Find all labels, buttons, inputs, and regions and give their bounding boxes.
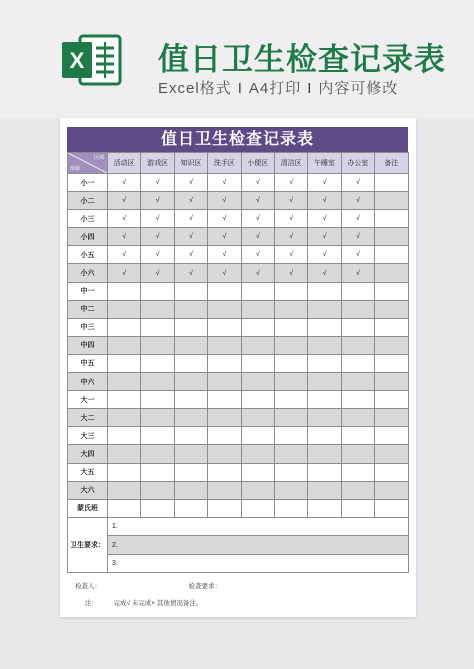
check-cell[interactable]: √ bbox=[241, 264, 274, 282]
empty-cell[interactable] bbox=[375, 445, 408, 463]
subtitle-editable: 内容可修改 bbox=[318, 80, 399, 97]
empty-cell[interactable] bbox=[308, 318, 341, 336]
row-label: 大一 bbox=[68, 391, 108, 409]
sheet-title: 值日卫生检查记录表 bbox=[67, 127, 408, 152]
check-cell[interactable]: √ bbox=[341, 210, 374, 228]
empty-cell[interactable] bbox=[241, 463, 274, 481]
empty-cell[interactable] bbox=[308, 463, 341, 481]
empty-cell[interactable] bbox=[208, 481, 241, 499]
empty-cell[interactable] bbox=[375, 174, 408, 192]
empty-cell[interactable] bbox=[108, 391, 141, 409]
column-header: 小便区 bbox=[241, 153, 274, 174]
check-cell[interactable]: √ bbox=[274, 192, 307, 210]
empty-cell[interactable] bbox=[241, 391, 274, 409]
empty-cell[interactable] bbox=[208, 409, 241, 427]
inspector-label: 检查人： bbox=[75, 583, 101, 590]
check-cell[interactable]: √ bbox=[141, 228, 174, 246]
check-cell[interactable]: √ bbox=[341, 246, 374, 264]
row-label: 中四 bbox=[68, 336, 108, 354]
empty-cell[interactable] bbox=[208, 336, 241, 354]
page-title: 值日卫生检查记录表 bbox=[158, 42, 446, 77]
empty-cell[interactable] bbox=[141, 354, 174, 372]
empty-cell[interactable] bbox=[174, 373, 207, 391]
row-label: 中五 bbox=[68, 354, 108, 372]
corner-class-label: 班级 bbox=[70, 166, 81, 172]
empty-cell[interactable] bbox=[174, 354, 207, 372]
empty-cell[interactable] bbox=[208, 282, 241, 300]
empty-cell[interactable] bbox=[241, 336, 274, 354]
table-row bbox=[68, 318, 409, 336]
row-label: 中二 bbox=[68, 300, 108, 318]
empty-cell[interactable] bbox=[208, 318, 241, 336]
empty-cell[interactable] bbox=[141, 318, 174, 336]
record-sheet bbox=[60, 118, 416, 617]
empty-cell[interactable] bbox=[274, 463, 307, 481]
table-row bbox=[68, 282, 409, 300]
check-cell[interactable]: √ bbox=[208, 228, 241, 246]
inspector-line bbox=[75, 581, 221, 590]
check-cell[interactable]: √ bbox=[174, 228, 207, 246]
empty-cell[interactable] bbox=[375, 246, 408, 264]
check-cell[interactable]: √ bbox=[308, 228, 341, 246]
empty-cell[interactable] bbox=[341, 282, 374, 300]
check-cell[interactable]: √ bbox=[241, 174, 274, 192]
empty-cell[interactable] bbox=[274, 427, 307, 445]
empty-cell[interactable] bbox=[208, 427, 241, 445]
empty-cell[interactable] bbox=[208, 445, 241, 463]
check-cell[interactable]: √ bbox=[174, 246, 207, 264]
top-banner bbox=[0, 0, 474, 118]
empty-cell[interactable] bbox=[108, 336, 141, 354]
empty-cell[interactable] bbox=[108, 373, 141, 391]
row-label: 小一 bbox=[68, 174, 108, 192]
empty-cell[interactable] bbox=[341, 409, 374, 427]
check-cell[interactable]: √ bbox=[341, 228, 374, 246]
table-row bbox=[68, 373, 409, 391]
table-row bbox=[68, 427, 409, 445]
empty-cell[interactable] bbox=[341, 354, 374, 372]
empty-cell[interactable] bbox=[241, 300, 274, 318]
requirement-item[interactable]: 1. bbox=[108, 517, 409, 536]
note-label: 注： bbox=[84, 600, 98, 607]
check-cell[interactable]: √ bbox=[274, 228, 307, 246]
empty-cell[interactable] bbox=[375, 463, 408, 481]
check-cell[interactable]: √ bbox=[241, 210, 274, 228]
row-label: 中一 bbox=[68, 282, 108, 300]
empty-cell[interactable] bbox=[375, 481, 408, 499]
empty-cell[interactable] bbox=[375, 409, 408, 427]
empty-cell[interactable] bbox=[141, 391, 174, 409]
empty-cell[interactable] bbox=[174, 336, 207, 354]
empty-cell[interactable] bbox=[308, 445, 341, 463]
empty-cell[interactable] bbox=[341, 300, 374, 318]
empty-cell[interactable] bbox=[141, 481, 174, 499]
inspection-requirement-label: 检查要求： bbox=[188, 583, 222, 590]
empty-cell[interactable] bbox=[108, 463, 141, 481]
check-cell[interactable]: √ bbox=[141, 192, 174, 210]
empty-cell[interactable] bbox=[174, 300, 207, 318]
svg-text:X: X bbox=[69, 48, 85, 73]
empty-cell[interactable] bbox=[308, 409, 341, 427]
empty-cell[interactable] bbox=[208, 499, 241, 517]
empty-cell[interactable] bbox=[375, 373, 408, 391]
row-label: 大三 bbox=[68, 427, 108, 445]
table-row bbox=[68, 228, 409, 246]
table-row bbox=[68, 481, 409, 499]
empty-cell[interactable] bbox=[274, 499, 307, 517]
column-header: 洗手区 bbox=[208, 153, 241, 174]
empty-cell[interactable] bbox=[375, 499, 408, 517]
corner-cell bbox=[68, 153, 108, 174]
empty-cell[interactable] bbox=[375, 264, 408, 282]
empty-cell[interactable] bbox=[341, 445, 374, 463]
empty-cell[interactable] bbox=[108, 300, 141, 318]
record-table bbox=[67, 152, 409, 573]
table-row bbox=[68, 391, 409, 409]
empty-cell[interactable] bbox=[241, 354, 274, 372]
empty-cell[interactable] bbox=[341, 427, 374, 445]
empty-cell[interactable] bbox=[174, 391, 207, 409]
empty-cell[interactable] bbox=[308, 336, 341, 354]
check-cell[interactable]: √ bbox=[141, 210, 174, 228]
check-cell[interactable]: √ bbox=[174, 174, 207, 192]
empty-cell[interactable] bbox=[341, 391, 374, 409]
row-label: 蒙氏班 bbox=[68, 499, 108, 517]
page-subtitle bbox=[158, 77, 398, 98]
check-cell[interactable]: √ bbox=[141, 264, 174, 282]
empty-cell[interactable] bbox=[108, 481, 141, 499]
empty-cell[interactable] bbox=[174, 318, 207, 336]
empty-cell[interactable] bbox=[375, 300, 408, 318]
empty-cell[interactable] bbox=[274, 373, 307, 391]
empty-cell[interactable] bbox=[274, 409, 307, 427]
empty-cell[interactable] bbox=[141, 499, 174, 517]
check-cell[interactable]: √ bbox=[141, 246, 174, 264]
check-cell[interactable]: √ bbox=[274, 210, 307, 228]
empty-cell[interactable] bbox=[308, 427, 341, 445]
empty-cell[interactable] bbox=[141, 409, 174, 427]
empty-cell[interactable] bbox=[341, 373, 374, 391]
empty-cell[interactable] bbox=[308, 481, 341, 499]
requirement-row bbox=[68, 517, 409, 536]
empty-cell[interactable] bbox=[308, 300, 341, 318]
subtitle-print: A4打印 bbox=[248, 80, 302, 97]
table-row bbox=[68, 499, 409, 517]
column-header: 午睡室 bbox=[308, 153, 341, 174]
empty-cell[interactable] bbox=[341, 499, 374, 517]
empty-cell[interactable] bbox=[241, 282, 274, 300]
empty-cell[interactable] bbox=[208, 354, 241, 372]
empty-cell[interactable] bbox=[141, 427, 174, 445]
check-cell[interactable]: √ bbox=[341, 192, 374, 210]
subtitle-separator: I bbox=[307, 80, 313, 97]
empty-cell[interactable] bbox=[241, 499, 274, 517]
check-cell[interactable]: √ bbox=[274, 264, 307, 282]
check-cell[interactable]: √ bbox=[208, 246, 241, 264]
empty-cell[interactable] bbox=[375, 210, 408, 228]
column-header: 备注 bbox=[375, 153, 408, 174]
empty-cell[interactable] bbox=[108, 427, 141, 445]
empty-cell[interactable] bbox=[274, 300, 307, 318]
empty-cell[interactable] bbox=[241, 373, 274, 391]
subtitle-format: Excel格式 bbox=[158, 80, 232, 97]
empty-cell[interactable] bbox=[108, 282, 141, 300]
requirements-label: 卫生要求： bbox=[68, 517, 108, 573]
table-row bbox=[68, 445, 409, 463]
empty-cell[interactable] bbox=[341, 463, 374, 481]
column-header: 办公室 bbox=[341, 153, 374, 174]
table-row bbox=[68, 264, 409, 282]
empty-cell[interactable] bbox=[174, 481, 207, 499]
empty-cell[interactable] bbox=[341, 318, 374, 336]
empty-cell[interactable] bbox=[308, 282, 341, 300]
row-label: 小二 bbox=[68, 192, 108, 210]
empty-cell[interactable] bbox=[174, 409, 207, 427]
empty-cell[interactable] bbox=[241, 445, 274, 463]
table-row bbox=[68, 300, 409, 318]
empty-cell[interactable] bbox=[108, 499, 141, 517]
check-cell[interactable]: √ bbox=[174, 264, 207, 282]
empty-cell[interactable] bbox=[174, 445, 207, 463]
row-label: 大四 bbox=[68, 445, 108, 463]
empty-cell[interactable] bbox=[174, 463, 207, 481]
empty-cell[interactable] bbox=[208, 391, 241, 409]
check-cell[interactable]: √ bbox=[108, 264, 141, 282]
check-cell[interactable]: √ bbox=[141, 174, 174, 192]
empty-cell[interactable] bbox=[375, 427, 408, 445]
table-row bbox=[68, 210, 409, 228]
check-cell[interactable]: √ bbox=[274, 174, 307, 192]
empty-cell[interactable] bbox=[308, 499, 341, 517]
row-label: 中六 bbox=[68, 373, 108, 391]
check-cell[interactable]: √ bbox=[108, 228, 141, 246]
empty-cell[interactable] bbox=[341, 336, 374, 354]
empty-cell[interactable] bbox=[274, 445, 307, 463]
empty-cell[interactable] bbox=[375, 391, 408, 409]
check-cell[interactable]: √ bbox=[208, 174, 241, 192]
subtitle-separator: I bbox=[237, 80, 243, 97]
empty-cell[interactable] bbox=[108, 354, 141, 372]
empty-cell[interactable] bbox=[108, 409, 141, 427]
check-cell[interactable]: √ bbox=[241, 246, 274, 264]
check-cell[interactable]: √ bbox=[174, 192, 207, 210]
table-row bbox=[68, 463, 409, 481]
empty-cell[interactable] bbox=[341, 481, 374, 499]
column-header: 知识区 bbox=[174, 153, 207, 174]
empty-cell[interactable] bbox=[375, 228, 408, 246]
table-row bbox=[68, 336, 409, 354]
empty-cell[interactable] bbox=[174, 499, 207, 517]
row-label: 大二 bbox=[68, 409, 108, 427]
check-cell[interactable]: √ bbox=[274, 246, 307, 264]
requirement-item[interactable]: 2. bbox=[108, 536, 409, 555]
empty-cell[interactable] bbox=[208, 373, 241, 391]
empty-cell[interactable] bbox=[174, 427, 207, 445]
empty-cell[interactable] bbox=[274, 318, 307, 336]
check-cell[interactable]: √ bbox=[241, 228, 274, 246]
row-label: 小六 bbox=[68, 264, 108, 282]
empty-cell[interactable] bbox=[375, 318, 408, 336]
table-row bbox=[68, 192, 409, 210]
check-cell[interactable]: √ bbox=[108, 210, 141, 228]
empty-cell[interactable] bbox=[375, 354, 408, 372]
table-row bbox=[68, 354, 409, 372]
empty-cell[interactable] bbox=[141, 463, 174, 481]
corner-area-label: 区域 bbox=[93, 155, 104, 161]
column-header: 游戏区 bbox=[141, 153, 174, 174]
column-header: 清洁区 bbox=[274, 153, 307, 174]
row-label: 小四 bbox=[68, 228, 108, 246]
check-cell[interactable]: √ bbox=[308, 210, 341, 228]
check-cell[interactable]: √ bbox=[241, 192, 274, 210]
table-header-row bbox=[68, 153, 409, 174]
row-label: 小五 bbox=[68, 246, 108, 264]
check-cell[interactable]: √ bbox=[308, 192, 341, 210]
empty-cell[interactable] bbox=[141, 300, 174, 318]
column-header: 活动区 bbox=[108, 153, 141, 174]
empty-cell[interactable] bbox=[208, 300, 241, 318]
requirement-item[interactable]: 3. bbox=[108, 554, 409, 573]
check-cell[interactable]: √ bbox=[341, 264, 374, 282]
empty-cell[interactable] bbox=[375, 282, 408, 300]
check-cell[interactable]: √ bbox=[208, 192, 241, 210]
check-cell[interactable]: √ bbox=[308, 264, 341, 282]
check-cell[interactable]: √ bbox=[308, 174, 341, 192]
empty-cell[interactable] bbox=[141, 445, 174, 463]
empty-cell[interactable] bbox=[241, 318, 274, 336]
empty-cell[interactable] bbox=[274, 336, 307, 354]
empty-cell[interactable] bbox=[274, 354, 307, 372]
check-cell[interactable]: √ bbox=[108, 174, 141, 192]
empty-cell[interactable] bbox=[241, 409, 274, 427]
empty-cell[interactable] bbox=[241, 481, 274, 499]
note-line bbox=[75, 598, 202, 607]
empty-cell[interactable] bbox=[141, 282, 174, 300]
empty-cell[interactable] bbox=[308, 354, 341, 372]
empty-cell[interactable] bbox=[375, 336, 408, 354]
row-label: 大五 bbox=[68, 463, 108, 481]
check-cell[interactable]: √ bbox=[208, 210, 241, 228]
empty-cell[interactable] bbox=[174, 282, 207, 300]
table-row bbox=[68, 409, 409, 427]
row-label: 大六 bbox=[68, 481, 108, 499]
empty-cell[interactable] bbox=[108, 445, 141, 463]
requirement-row bbox=[68, 536, 409, 555]
table-row bbox=[68, 246, 409, 264]
note-text: 完成√ 未完成× 其他情况备注。 bbox=[113, 600, 203, 607]
empty-cell[interactable] bbox=[274, 391, 307, 409]
check-cell[interactable]: √ bbox=[108, 192, 141, 210]
check-cell[interactable]: √ bbox=[308, 246, 341, 264]
empty-cell[interactable] bbox=[108, 318, 141, 336]
empty-cell[interactable] bbox=[208, 463, 241, 481]
check-cell[interactable]: √ bbox=[108, 246, 141, 264]
requirement-row bbox=[68, 554, 409, 573]
empty-cell[interactable] bbox=[308, 373, 341, 391]
row-label: 中三 bbox=[68, 318, 108, 336]
check-cell[interactable]: √ bbox=[208, 264, 241, 282]
empty-cell[interactable] bbox=[274, 282, 307, 300]
empty-cell[interactable] bbox=[141, 336, 174, 354]
table-row bbox=[68, 174, 409, 192]
check-cell[interactable]: √ bbox=[341, 174, 374, 192]
excel-icon bbox=[60, 34, 122, 86]
check-cell[interactable]: √ bbox=[174, 210, 207, 228]
empty-cell[interactable] bbox=[375, 192, 408, 210]
empty-cell[interactable] bbox=[274, 481, 307, 499]
empty-cell[interactable] bbox=[308, 391, 341, 409]
empty-cell[interactable] bbox=[141, 373, 174, 391]
empty-cell[interactable] bbox=[241, 427, 274, 445]
row-label: 小三 bbox=[68, 210, 108, 228]
